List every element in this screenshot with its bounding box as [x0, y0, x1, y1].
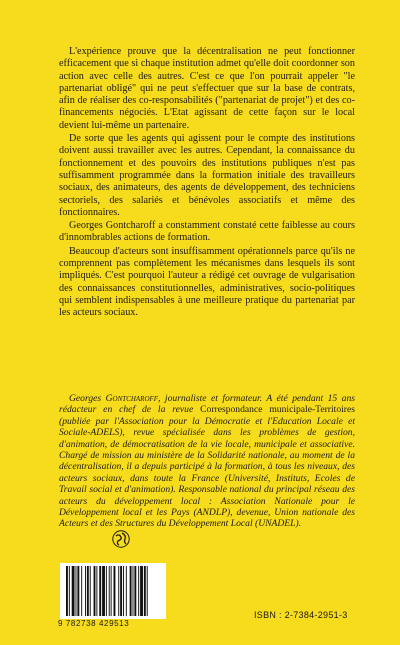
isbn: ISBN : 2-7384-2951-3 — [254, 610, 348, 620]
barcode-bar — [147, 566, 148, 616]
barcode-bar — [81, 566, 82, 616]
barcode-bar — [102, 566, 105, 616]
blurb-paragraph-1: L'expérience prouve que la décentralisation ne peut fonctionner efficacement que si chaque institution admet qu'elle doit coordonner son action avec celle des autres. C'est ce que l'on pourrait appeler "le partenariat obligé" qui ne peut s'effectuer que sur la base de contrats, afin de réaliser des co-responsabilités ("partenariat de projet") et des co-financements négociés. L'Etat agissant de cette façon sur le local devient lui-même un partenaire. — [59, 46, 355, 131]
barcode-bar — [130, 566, 132, 616]
barcode-bar — [66, 566, 68, 616]
author-first-name: Georges — [69, 393, 106, 404]
barcode-bar — [69, 566, 70, 616]
bio-text-2: (publiée par l'Association pour la Démocratie et l'Education Locale et Sociale-ADELS), revue spécialisée dans les problèmes de gestion, d'animation, de démocratisation de la vie locale, municipale et associative. Chargé de mission au ministère de la Solidarité nationale, au moment de la décentralisation, il a depuis participé à la formation, à tous les niveaux, des acteurs sociaux, dans toute la France (Université, Instituts, Ecoles de Travail social et d'animation). Responsable national du principal réseau des acteurs du développement local : Association Nationale pour le Développement local et les Pays (ANDLP), devenue, Union nationale des Acteurs et des Structures du Développement Local (UNADEL). — [59, 415, 355, 530]
bio-text-1: , journaliste et formateur. A été pendant 15 ans rédacteur en chef de la revue — [59, 393, 355, 416]
barcode-bar — [99, 566, 101, 616]
barcode-bar — [144, 566, 146, 616]
barcode-bar — [114, 566, 116, 616]
globe-logo-icon — [112, 530, 130, 548]
barcode-bar — [126, 566, 127, 616]
barcode-bar — [96, 566, 97, 616]
barcode-bar — [111, 566, 112, 616]
barcode — [60, 563, 166, 619]
barcode-bar — [94, 566, 96, 616]
barcode-bar — [72, 566, 75, 616]
journal-name: Correspondance municipale-Territoires — [200, 404, 355, 416]
barcode-bar — [90, 566, 91, 616]
barcode-bar — [109, 566, 110, 616]
barcode-bar — [133, 566, 134, 616]
author-surname: Gontcharoff — [105, 393, 159, 404]
barcode-bar — [106, 566, 107, 616]
barcode-bar — [76, 566, 77, 616]
barcode-bar — [134, 566, 136, 616]
barcode-bar — [140, 566, 143, 616]
barcode-bar — [138, 566, 139, 616]
barcode-number: 9 782738 429513 — [58, 619, 130, 628]
author-bio — [59, 393, 355, 530]
barcode-bar — [77, 566, 79, 616]
blurb-paragraph-4: Beaucoup d'acteurs sont insuffisamment opérationnels parce qu'ils ne comprennent pas complètement les mécanismes dans lesquels ils sont impliqués. C'est pourquoi l'auteur a rédigé cet ouvrage de vulgarisation des connaissances constitutionnelles, administratives, socio-politiques qui semblent indispensables à une meilleure pratique du partenariat par les acteurs sociaux. — [59, 245, 355, 319]
barcode-bar — [87, 566, 89, 616]
blurb — [59, 46, 355, 320]
blurb-paragraph-2: De sorte que les agents qui agissent pour le compte des institutions doivent aussi travailler avec les autres. Cependant, la connaissance du fonctionnement et des pouvoirs des institutions publiques n'est pas suffisamment programmée dans la formation initiale des travailleurs sociaux, des animateurs, des agents de développement, des techniciens sectoriels, des salariés et bénévoles associatifs et même des fonctionnaires. — [59, 133, 355, 218]
barcode-bar — [123, 566, 124, 616]
blurb-paragraph-3: Georges Gontcharoff a constamment constaté cette faiblesse au cours d'innombrables actions de formation. — [59, 220, 355, 244]
barcode-bar — [85, 566, 86, 616]
barcode-bar — [120, 566, 122, 616]
barcode-bar — [118, 566, 119, 616]
